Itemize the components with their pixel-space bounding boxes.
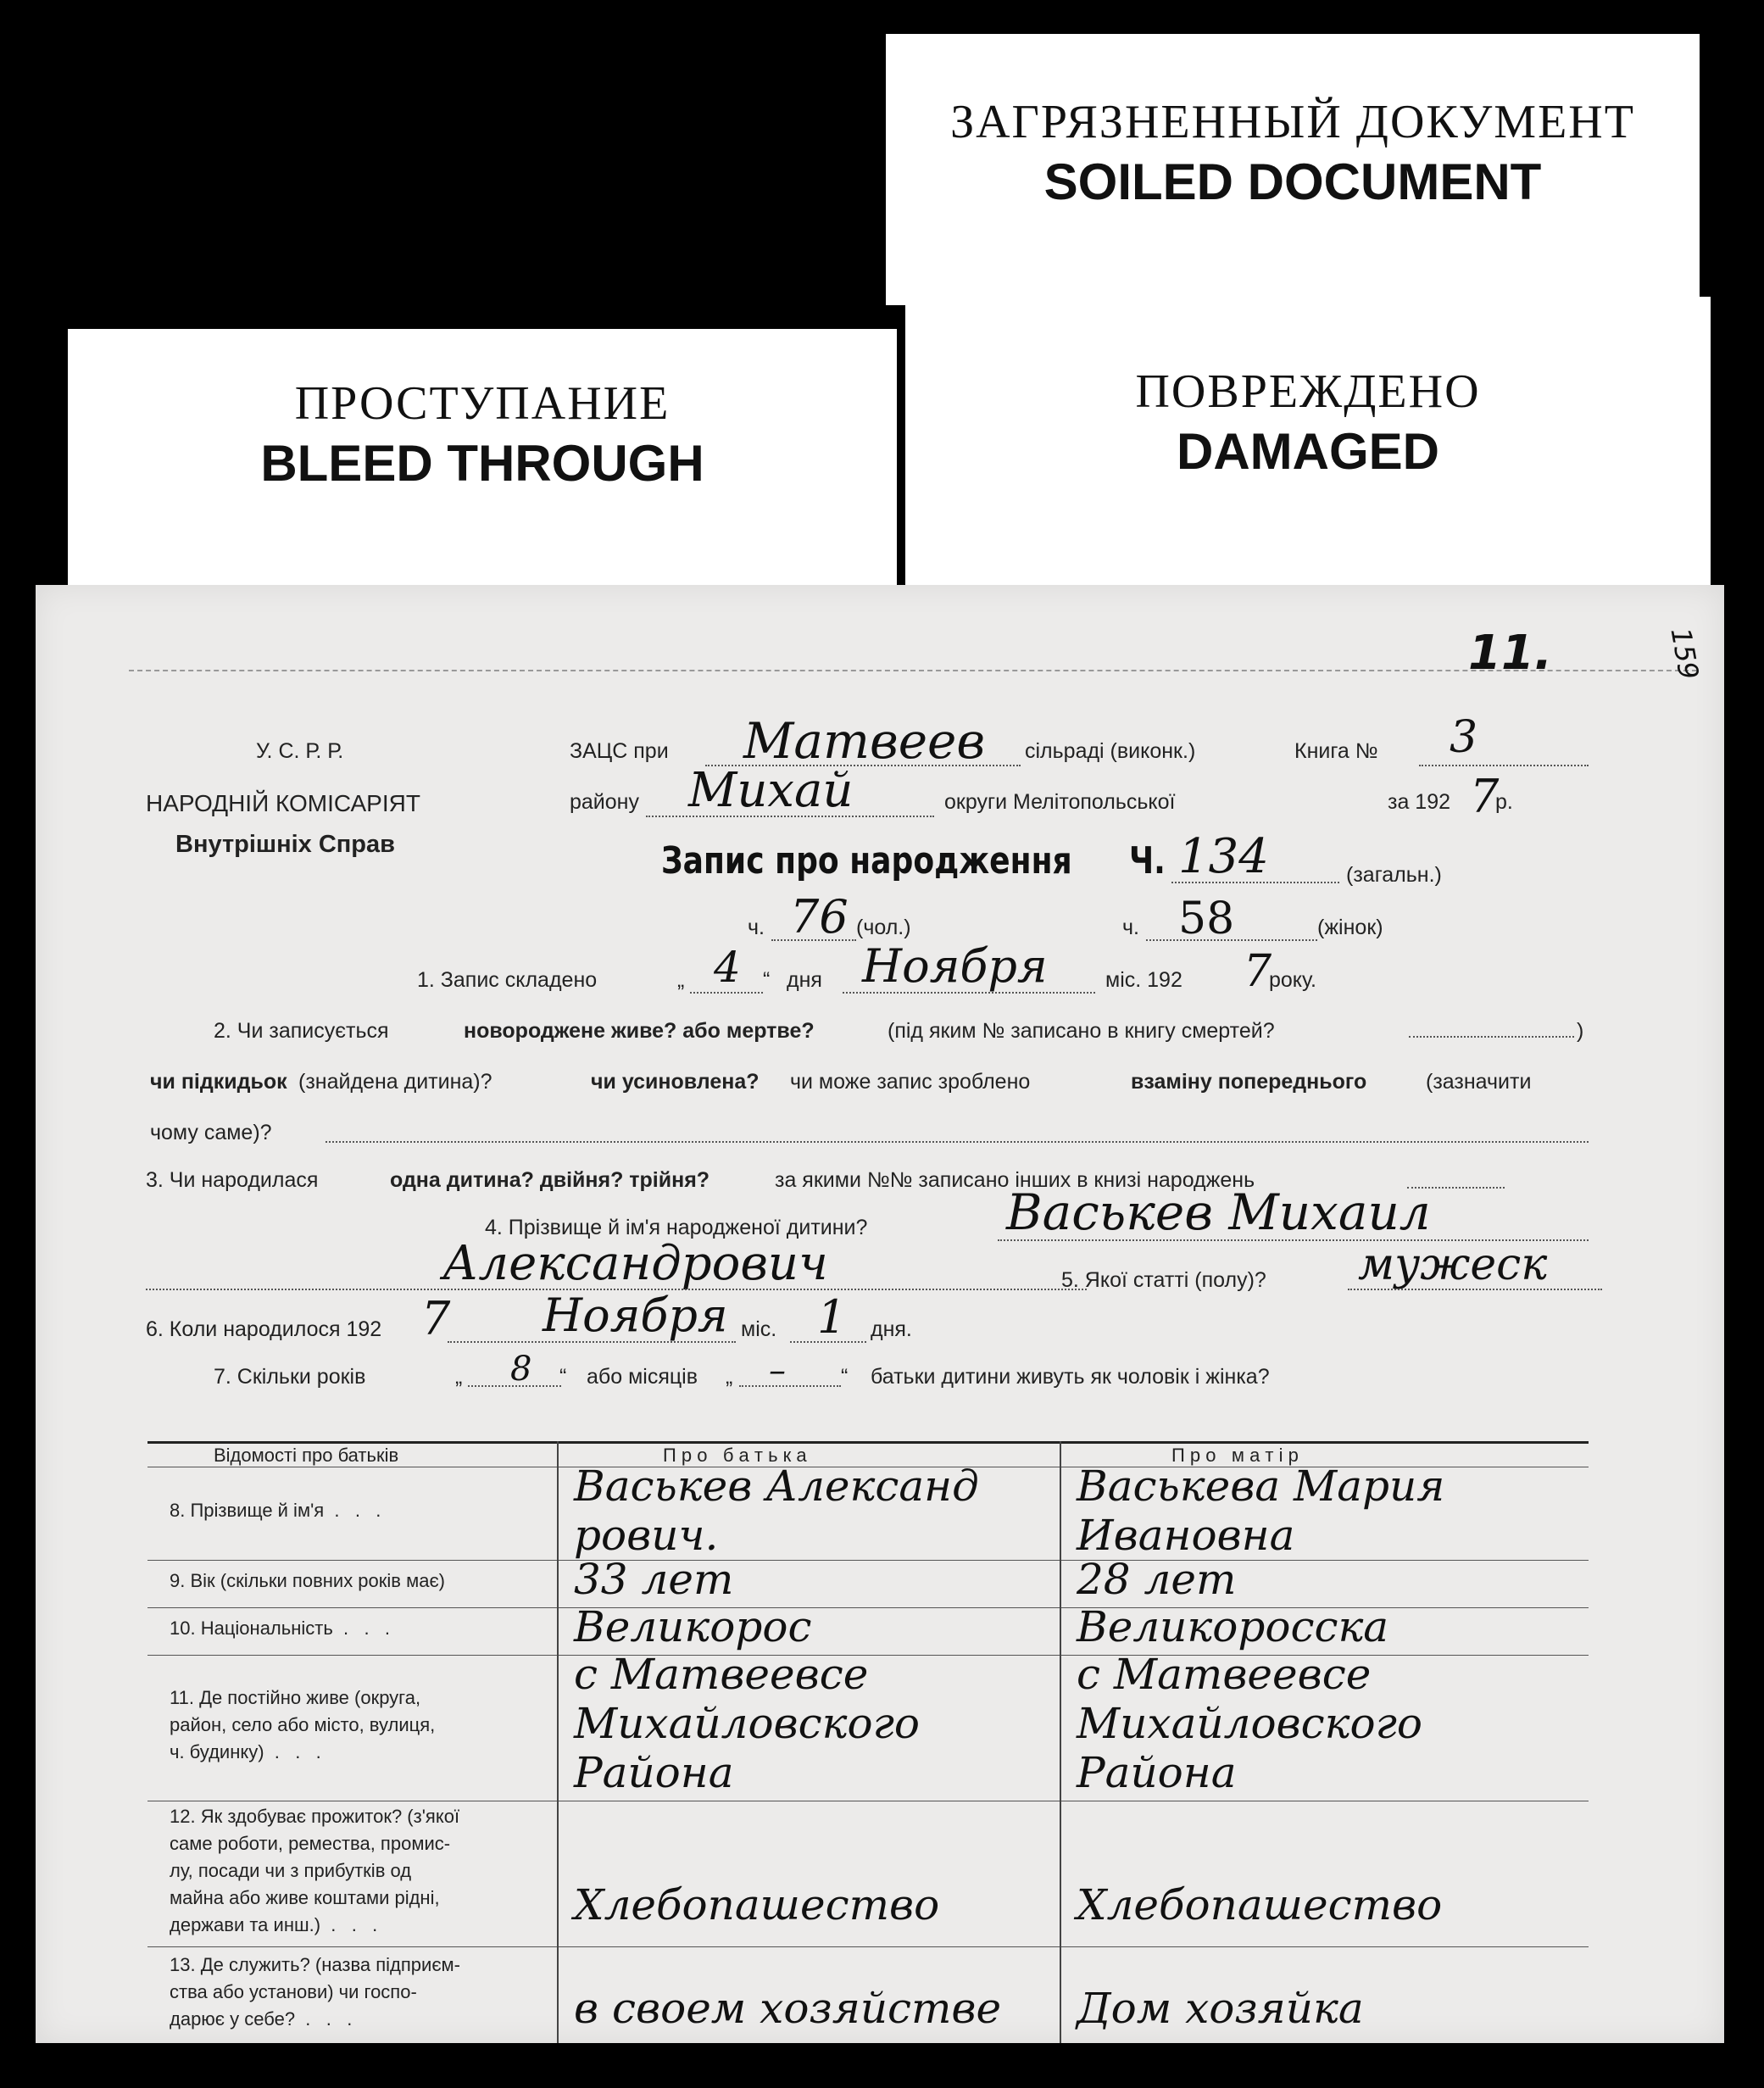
- fill-line: [771, 939, 856, 941]
- fill-line: [690, 992, 763, 994]
- q2-maybe: чи може запис зроблено: [790, 1070, 1031, 1094]
- q2-close: ): [1577, 1019, 1584, 1043]
- mother-value: Великоросска: [1077, 1602, 1389, 1651]
- q1-month: Ноября: [862, 939, 1048, 993]
- q2-specify: (зазначити: [1426, 1070, 1532, 1094]
- q5-label: 5. Якої статті (полу)?: [1061, 1268, 1266, 1292]
- q7-tail: батьки дитини живуть як чоловік і жінка?: [871, 1365, 1270, 1389]
- q1-day-label: дня: [787, 968, 822, 992]
- fill-line: [468, 1385, 561, 1387]
- fill-line: [739, 1385, 841, 1387]
- table-row-label: майна або живе коштами рідні,: [170, 1887, 440, 1908]
- fill-line: [790, 1341, 866, 1343]
- q7-quote1: „: [455, 1365, 463, 1389]
- book-label: Книга №: [1294, 739, 1378, 763]
- damaged-label-ru: ПОВРЕЖДЕНО: [1135, 365, 1481, 418]
- mother-value: Васькева Мария: [1077, 1462, 1445, 1511]
- father-value: в своем хозяйстве: [574, 1984, 1002, 2033]
- record-number-male: 76: [790, 890, 849, 944]
- q2-why: чому саме)?: [150, 1121, 272, 1144]
- table-row-rule: [147, 1560, 1589, 1561]
- q7-label: 7. Скільки років: [214, 1365, 366, 1389]
- bleed-through-card: [68, 329, 897, 609]
- okrug-label: округи Мелітопольської: [944, 790, 1176, 814]
- male-label: (чол.): [856, 916, 911, 939]
- table-row-rule: [147, 1946, 1589, 1947]
- father-value: Района: [574, 1748, 734, 1797]
- header-ussr: У. С. Р. Р.: [256, 739, 344, 763]
- table-row-label: дарює у себе? . . .: [170, 2008, 353, 2030]
- q2-death-book: (під яким № записано в книгу смертей?: [888, 1019, 1275, 1043]
- q7-quote4: “: [841, 1365, 849, 1389]
- ch-label-female: ч.: [1122, 916, 1139, 939]
- mother-value: Ивановна: [1077, 1511, 1295, 1560]
- q2-foundling: чи підкидьок: [150, 1070, 287, 1094]
- q2-label: 2. Чи записується: [214, 1019, 389, 1043]
- fill-line: [326, 1141, 1589, 1143]
- q3-label: 3. Чи народилася: [146, 1168, 319, 1192]
- mother-value: 28 лет: [1077, 1555, 1237, 1604]
- soiled-document-card: [886, 34, 1700, 305]
- table-row-label: 11. Де постійно живе (округа,: [170, 1687, 421, 1708]
- q2-replacement: взаміну попереднього: [1131, 1070, 1367, 1094]
- year-digit: 7: [1470, 770, 1500, 823]
- female-label: (жінок): [1317, 916, 1383, 939]
- q6-month-label: міс.: [741, 1317, 777, 1341]
- year-label: за 192: [1388, 790, 1451, 814]
- header-internal-affairs: Внутрішніх Справ: [175, 831, 395, 858]
- rayon-prefix: району: [570, 790, 639, 814]
- table-row-label: район, село або місто, вулиця,: [170, 1714, 436, 1735]
- birth-record-document: [36, 585, 1724, 2043]
- table-row-label: 9. Вік (скільки повних років має): [170, 1570, 446, 1591]
- child-patronymic: Александрович: [442, 1236, 828, 1291]
- rayon-name: Михай: [688, 763, 854, 818]
- year-suffix: р.: [1495, 790, 1513, 814]
- q6-label: 6. Коли народилося 192: [146, 1317, 382, 1341]
- table-row-label: 10. Національність . . .: [170, 1618, 391, 1639]
- ch-label-male: ч.: [748, 916, 765, 939]
- table-column-rule: [557, 1441, 559, 2043]
- record-number-female: 58: [1178, 894, 1235, 944]
- q1-year-label: року.: [1269, 968, 1316, 992]
- q1-quote-close: “: [763, 968, 771, 992]
- q6-day-label: дня.: [871, 1317, 912, 1341]
- damaged-card: [905, 297, 1711, 609]
- mother-value: Хлебопашество: [1077, 1880, 1443, 1929]
- fill-line: [1419, 765, 1589, 766]
- corner-mark: 11.: [1468, 626, 1553, 681]
- child-sex: мужеск: [1358, 1239, 1548, 1290]
- father-value: Великорос: [574, 1602, 812, 1651]
- zags-prefix: ЗАЦС при: [570, 739, 669, 763]
- table-row-label: 13. Де служить? (назва підприєм-: [170, 1954, 461, 1975]
- father-value: Васькев Александ: [574, 1462, 979, 1511]
- table-row-label: лу, посади чи з прибутків од: [170, 1860, 412, 1881]
- father-value: 33 лет: [574, 1555, 734, 1604]
- bleed-label-ru: ПРОСТУПАНИЕ: [294, 377, 671, 430]
- table-header: П р о м а т і р: [1171, 1445, 1299, 1466]
- birth-month: Ноября: [543, 1289, 728, 1342]
- record-title: Запис про народження: [661, 839, 1072, 883]
- q1-day: 4: [714, 943, 741, 992]
- q7-quote3: „: [726, 1365, 733, 1389]
- table-row-label: ства або установи) чи госпо-: [170, 1981, 417, 2002]
- q7-quote2: “: [559, 1365, 567, 1389]
- fill-line: [1171, 882, 1339, 883]
- total-label: (загальн.): [1346, 863, 1442, 887]
- years-together: 8: [510, 1350, 532, 1389]
- book-number: 3: [1450, 712, 1478, 763]
- q3-options: одна дитина? двійня? трійня?: [390, 1168, 710, 1192]
- q3-other-numbers: за якими №№ записано інших в книзі народжень: [775, 1168, 1255, 1192]
- q1-year: 7: [1244, 946, 1272, 997]
- q2-alive-dead: новороджене живе? або мертве?: [464, 1019, 815, 1043]
- record-number-total: 134: [1178, 829, 1269, 884]
- zags-suffix: сільраді (виконк.): [1025, 739, 1196, 763]
- table-header: Відомості про батьків: [214, 1445, 399, 1466]
- months-together: –: [769, 1351, 786, 1390]
- corner-number: 159: [1664, 625, 1706, 682]
- fold-line: [129, 670, 1697, 671]
- fill-line: [1348, 1289, 1602, 1290]
- father-value: с Матвеевсе: [574, 1650, 869, 1699]
- bleed-label-en: BLEED THROUGH: [260, 435, 704, 492]
- q2-found-child: (знайдена дитина)?: [298, 1070, 492, 1094]
- mother-value: с Матвеевсе: [1077, 1650, 1372, 1699]
- q1-quote-open: „: [677, 968, 685, 992]
- header-commissariat: НАРОДНІЙ КОМІСАРІЯТ: [146, 790, 420, 816]
- table-row-label: держави та инш.) . . .: [170, 1914, 378, 1935]
- fill-line: [1409, 1036, 1574, 1038]
- table-top-rule: [147, 1441, 1589, 1444]
- soiled-label-en: SOILED DOCUMENT: [1043, 153, 1542, 210]
- mother-value: Михайловского: [1077, 1699, 1422, 1748]
- q7-months-label: або місяців: [587, 1365, 698, 1389]
- father-value: рович.: [574, 1511, 719, 1560]
- q1-month-label: міс. 192: [1105, 968, 1182, 992]
- father-value: Михайловского: [574, 1699, 920, 1748]
- father-value: Хлебопашество: [574, 1880, 940, 1929]
- table-row-label: ч. будинку) . . .: [170, 1741, 321, 1762]
- fill-line: [843, 992, 1095, 994]
- mother-value: Дом хозяйка: [1077, 1984, 1364, 2033]
- table-row-label: 12. Як здобуває прожиток? (з'якої: [170, 1806, 460, 1827]
- zags-village: Матвеев: [743, 712, 986, 770]
- damaged-label-en: DAMAGED: [1177, 423, 1439, 480]
- q1-label: 1. Запис складено: [417, 968, 598, 992]
- birth-day: 1: [817, 1290, 847, 1344]
- soiled-label-ru: ЗАГРЯЗНЕННЫЙ ДОКУМЕНТ: [950, 96, 1635, 148]
- child-name: Васькев Михаил: [1006, 1183, 1431, 1241]
- table-row-label: саме роботи, ремества, промис-: [170, 1833, 451, 1854]
- table-header: П р о б а т ь к а: [663, 1445, 807, 1466]
- table-row-label: 8. Прізвище й ім'я . . .: [170, 1500, 381, 1521]
- q2-adopted: чи усиновлена?: [591, 1070, 760, 1094]
- birth-year: 7: [421, 1292, 451, 1345]
- record-title-ch: Ч.: [1129, 839, 1166, 883]
- fill-line: [646, 816, 934, 817]
- fill-line: [448, 1341, 736, 1343]
- fill-line: [1146, 939, 1317, 941]
- table-column-rule: [1060, 1441, 1061, 2043]
- q4-label: 4. Прізвище й ім'я народженої дитини?: [485, 1216, 868, 1239]
- mother-value: Района: [1077, 1748, 1237, 1797]
